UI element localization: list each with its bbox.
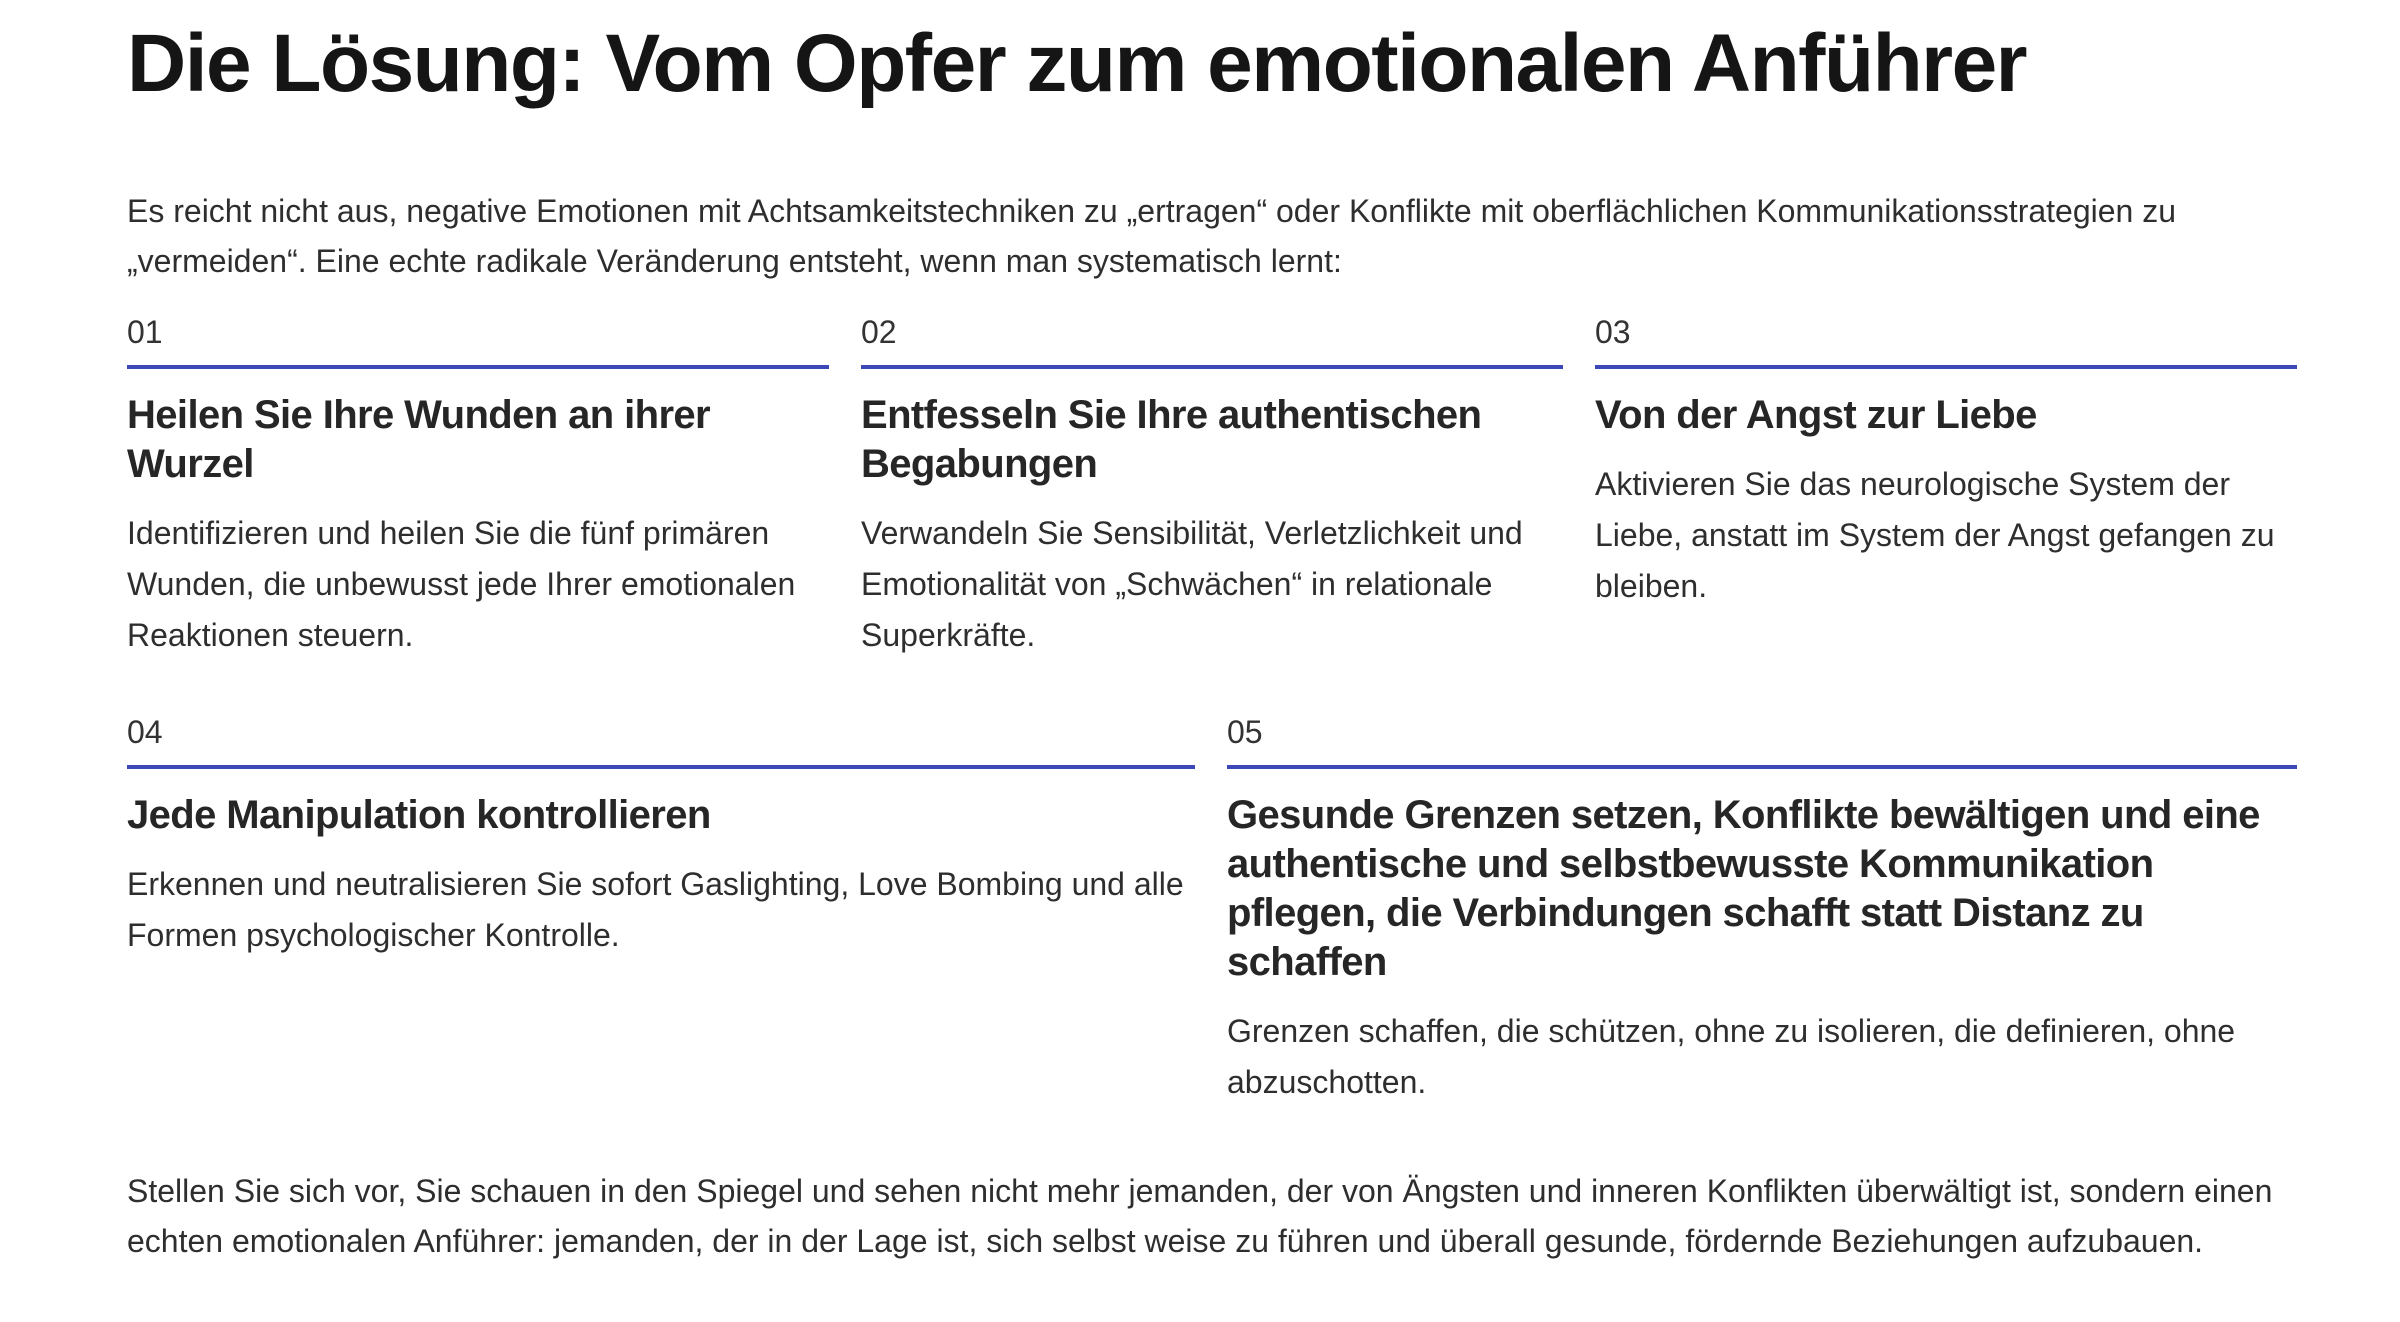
step-number: 04 <box>127 714 163 750</box>
closing-paragraph: Stellen Sie sich vor, Sie schauen in den Spiegel und sehen nicht mehr jemanden, der von Ängsten und inneren Konflikten überwältigt ist, sondern einen echten emotionalen Anführer: jemanden, der in der Lage ist, sich selbst weise zu führen und überall gesunde, fördernde Beziehungen aufzubauen. <box>127 1173 2273 1259</box>
step-card-01 <box>127 302 829 661</box>
page-title: Die Lösung: Vom Opfer zum emotionalen Anführer <box>127 18 2027 109</box>
step-title: Gesunde Grenzen setzen, Konflikte bewältigen und eine authentische und selbstbewusste Kommunikation pflegen, die Verbindungen schafft statt Distanz zu schaffen <box>1227 793 2260 984</box>
solution-section <box>127 0 2287 1259</box>
step-title: Entfesseln Sie Ihre authentischen Begabungen <box>861 393 1482 486</box>
step-divider <box>1595 365 2297 369</box>
step-number: 01 <box>127 314 163 350</box>
step-title: Heilen Sie Ihre Wunden an ihrer Wurzel <box>127 393 711 486</box>
step-number: 02 <box>861 314 897 350</box>
step-number: 05 <box>1227 714 1263 750</box>
step-divider <box>127 365 829 369</box>
step-description: Verwandeln Sie Sensibilität, Verletzlichkeit und Emotionalität von „Schwächen“ in relationale Superkräfte. <box>861 515 1523 653</box>
step-description: Erkennen und neutralisieren Sie sofort Gaslighting, Love Bombing und alle Formen psychologischer Kontrolle. <box>127 866 1184 953</box>
step-number: 03 <box>1595 314 1631 350</box>
step-card-05 <box>1227 702 2297 1108</box>
step-title: Von der Angst zur Liebe <box>1595 393 2037 437</box>
step-description: Aktivieren Sie das neurologische System der Liebe, anstatt im System der Angst gefangen zu bleiben. <box>1595 466 2275 604</box>
step-description: Grenzen schaffen, die schützen, ohne zu isolieren, die definieren, ohne abzuschotten. <box>1227 1013 2236 1100</box>
step-card-03 <box>1595 302 2297 612</box>
intro-paragraph: Es reicht nicht aus, negative Emotionen mit Achtsamkeitstechniken zu „ertragen“ oder Konflikte mit oberflächlichen Kommunikationsstrategien zu „vermeiden“. Eine echte radikale Veränderung entsteht, wenn man systematisch lernt: <box>127 193 2177 279</box>
step-divider <box>127 765 1195 769</box>
step-description: Identifizieren und heilen Sie die fünf primären Wunden, die unbewusst jede Ihrer emotionalen Reaktionen steuern. <box>127 515 796 653</box>
step-title: Jede Manipulation kontrollieren <box>127 793 711 837</box>
step-divider <box>861 365 1563 369</box>
step-divider <box>1227 765 2297 769</box>
step-card-04 <box>127 702 1195 961</box>
step-card-02 <box>861 302 1563 661</box>
